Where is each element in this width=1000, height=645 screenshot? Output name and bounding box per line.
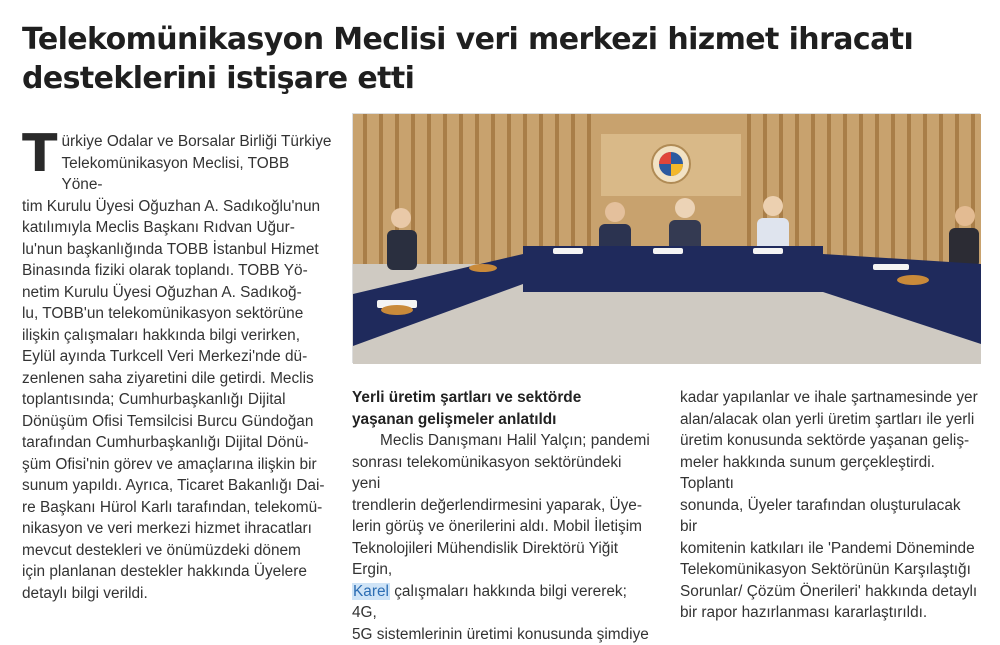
text-line: zenlenen saha ziyaretini dile getirdi. Meclis xyxy=(22,369,314,387)
text-line: ilişkin çalışmaları hakkında bilgi verirken, xyxy=(22,326,300,344)
text-line: katılımıyla Meclis Başkanı Rıdvan Uğur- xyxy=(22,219,295,236)
subheading-line-2: yaşanan gelişmeler anlatıldı xyxy=(352,410,557,428)
headline-line-2: desteklerini istişare etti xyxy=(22,61,415,96)
text-line: lu, TOBB'un telekomünikasyon sektörüne xyxy=(22,305,304,322)
article-column-1 xyxy=(22,124,334,604)
text-line: tim Kurulu Üyesi Oğuzhan A. Sadıkoğlu'nun xyxy=(22,197,321,215)
text-line: alan/alacak olan yerli üretim şartları ile yerli xyxy=(680,410,975,428)
text-line: şüm Ofisi'nin görev ve amaçlarına ilişkin bir xyxy=(22,455,317,473)
text-line: çalışmaları hakkında bilgi vererek; 4G, xyxy=(352,582,627,621)
text-line: Telekomünikasyon Sektörünün Karşılaştığı xyxy=(680,561,971,578)
text-line: sonunda, Üyeler tarafından oluşturulacak bir xyxy=(680,496,961,535)
text-line: Meclis Danışmanı Halil Yalçın; pandemi xyxy=(380,432,650,449)
column-1-body xyxy=(22,124,334,604)
text-line: Binasında fiziki olarak toplandı. TOBB Yö- xyxy=(22,262,308,279)
text-line: Dönüşüm Ofisi Temsilcisi Burcu Gündoğan xyxy=(22,412,314,430)
text-line: sunum yapıldı. Ayrıca, Ticaret Bakanlığı Dai- xyxy=(22,477,325,494)
article-headline xyxy=(22,20,982,98)
text-line: sonrası telekomünikasyon sektöründeki yeni xyxy=(352,453,622,492)
text-line: üretim konusunda sektörde yaşanan geliş- xyxy=(680,432,970,449)
meeting-photo-illustration xyxy=(353,114,981,364)
text-line: kadar yapılanlar ve ihale şartnamesinde yer xyxy=(680,389,978,406)
text-line: toplantısında; Cumhurbaşkanlığı Dijital xyxy=(22,391,286,408)
section-subheading xyxy=(352,387,652,430)
text-line: Teknolojileri Mühendislik Direktörü Yiğit Ergin, xyxy=(352,539,619,578)
text-line: komitenin katkıları ile 'Pandemi Döneminde xyxy=(680,539,975,557)
text-line: tarafından Cumhurbaşkanlığı Dijital Dönü- xyxy=(22,434,309,451)
text-line: lerin görüş ve önerilerini aldı. Mobil İletişim xyxy=(352,518,642,535)
text-line: re Başkanı Hürol Karlı tarafından, telekomü- xyxy=(22,498,323,516)
text-line: Eylül ayında Turkcell Veri Merkezi'nde dü- xyxy=(22,348,308,365)
text-line: için planlanan destekler hakkında Üyelere xyxy=(22,563,307,580)
text-line: 5G sistemlerinin üretimi konusunda şimdiye xyxy=(352,625,649,643)
meeting-photo xyxy=(352,113,980,363)
text-line: detaylı bilgi verildi. xyxy=(22,584,148,602)
text-line: nikasyon ve veri merkezi hizmet ihracatları xyxy=(22,520,312,537)
text-line: Sorunlar/ Çözüm Önerileri' hakkında detaylı xyxy=(680,582,978,600)
drop-cap: T xyxy=(22,124,58,184)
subheading-line-1: Yerli üretim şartları ve sektörde xyxy=(352,389,582,406)
text-line: netim Kurulu Üyesi Oğuzhan A. Sadıkoğ- xyxy=(22,283,302,301)
article-column-3 xyxy=(680,387,980,624)
text-line: Telekomünikasyon Meclisi, TOBB Yöne- xyxy=(61,154,290,193)
highlighted-term: Karel xyxy=(353,582,389,600)
text-line: bir rapor hazırlanması kararlaştırıldı. xyxy=(680,604,928,621)
article-column-2 xyxy=(352,387,652,645)
text-line: ürkiye Odalar ve Borsalar Birliği Türkiye xyxy=(61,133,332,150)
text-line: trendlerin değerlendirmesini yaparak, Üye- xyxy=(352,496,642,514)
headline-line-1: Telekomünikasyon Meclisi veri merkezi hizmet ihracatı xyxy=(22,22,914,57)
column-3-body xyxy=(680,387,980,624)
column-2-body xyxy=(352,430,652,645)
text-line: mevcut destekleri ve önümüzdeki dönem xyxy=(22,541,301,559)
text-line: meler hakkında sunum gerçekleştirdi. Toplantı xyxy=(680,453,935,492)
text-line: lu'nun başkanlığında TOBB İstanbul Hizmet xyxy=(22,240,319,258)
